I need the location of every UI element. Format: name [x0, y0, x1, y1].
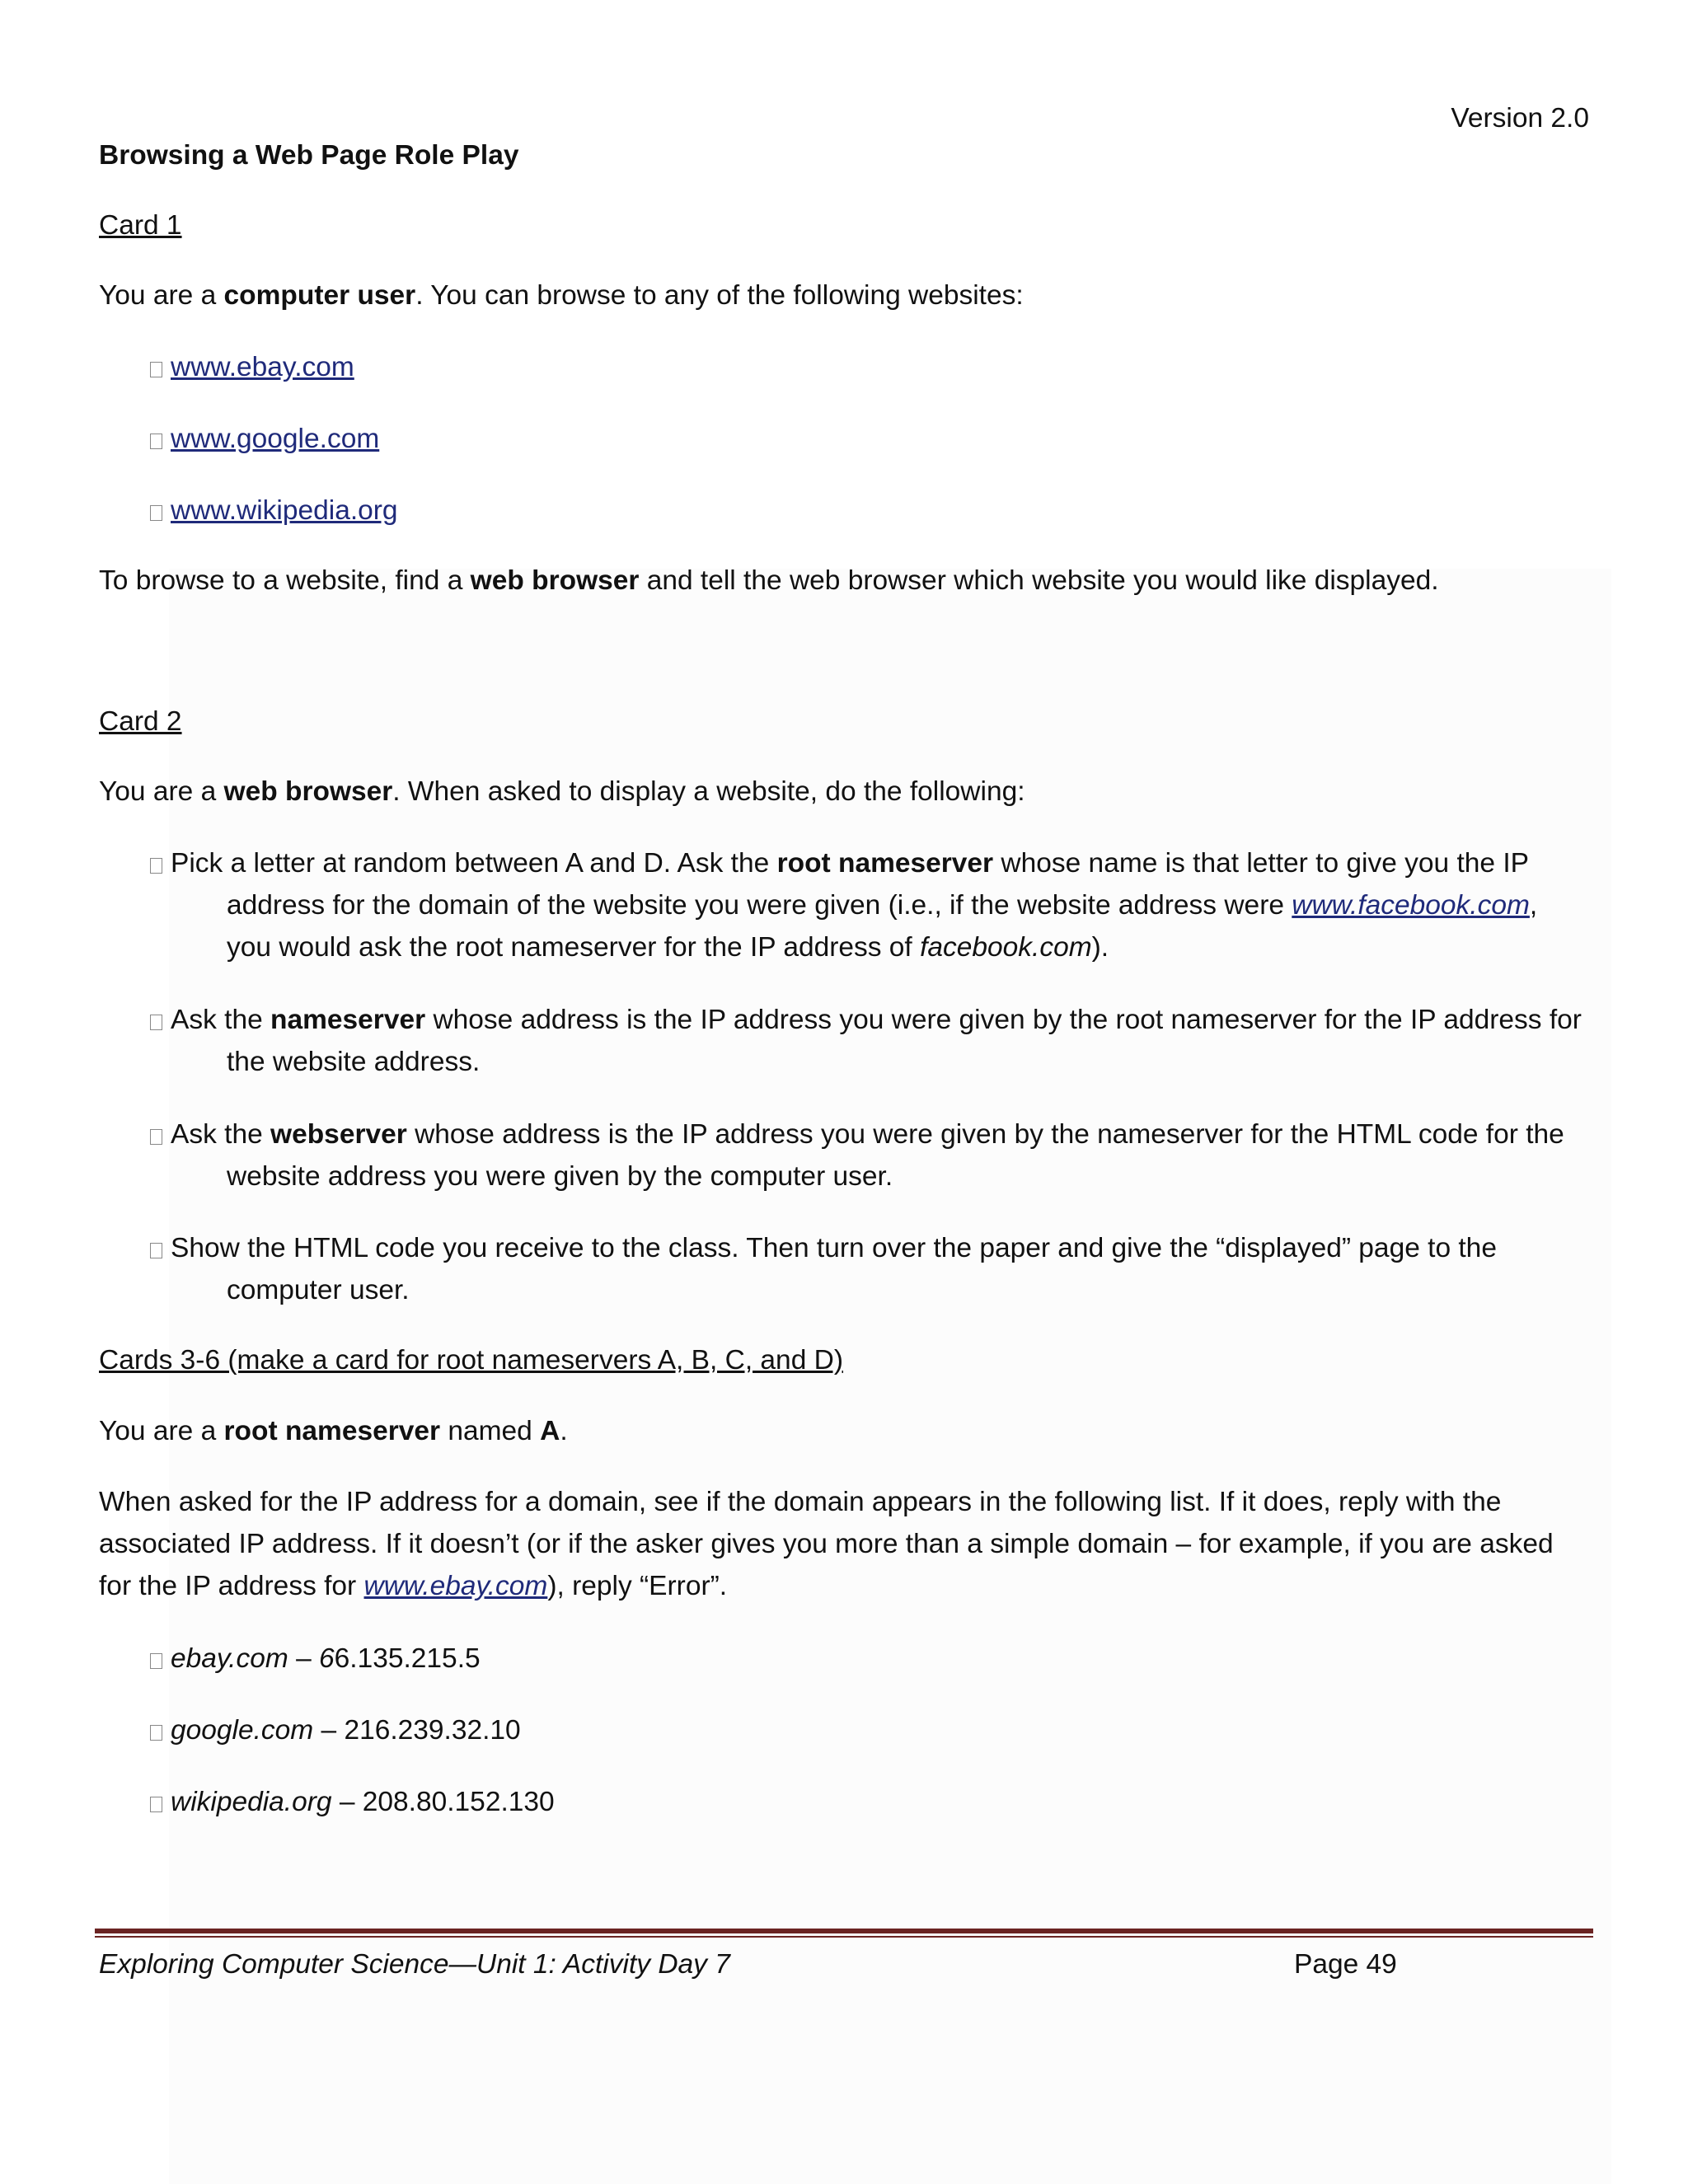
card2-intro-bold: web browser: [223, 776, 393, 807]
step-1-line3-post: ).: [1091, 932, 1109, 963]
para3-post: ), reply “Error”.: [547, 1571, 728, 1601]
step-1-line-1: [150, 842, 1529, 885]
version-label: Version 2.0: [1451, 103, 1589, 134]
step-1-line3-italic: facebook.com: [920, 932, 1092, 963]
step-2-pre: Ask the: [171, 1005, 271, 1035]
step-1-line2-pre: address for the domain of the website you were given (i.e., if the website address were: [227, 890, 1292, 921]
step-4-text: Show the HTML code you receive to the class. Then turn over the paper and give the “displayed” page to the: [171, 1233, 1497, 1263]
footer-page-number: Page 49: [1294, 1949, 1397, 1980]
step-3-post: whose address is the IP address you were given by the nameserver for the HTML code for the: [406, 1119, 1564, 1150]
entry-sep: –: [331, 1787, 363, 1817]
list-item: [150, 346, 354, 389]
step-2-line-2: the website address.: [227, 1047, 481, 1077]
card2-heading: Card 2: [99, 706, 182, 737]
step-4-line-1: [150, 1227, 1497, 1270]
cards3to6-para-line-1: When asked for the IP address for a domain, see if the domain appears in the following list. If it does, reply with the: [99, 1487, 1502, 1517]
card1-outro-bold: web browser: [470, 565, 640, 596]
site-link-google[interactable]: www.google.com: [171, 424, 380, 454]
para3-pre: for the IP address for: [99, 1571, 364, 1601]
card1-outro-post: and tell the web browser which website you would like displayed.: [639, 565, 1439, 596]
list-item: [150, 1781, 555, 1824]
site-link-ebay[interactable]: www.ebay.com: [171, 352, 354, 382]
bullet-box-icon: [150, 1797, 162, 1812]
ebay-link[interactable]: www.ebay.com: [363, 1571, 548, 1601]
bullet-box-icon: [150, 505, 162, 521]
bullet-box-icon: [150, 858, 162, 874]
step-1-post: whose name is that letter to give you the IP: [993, 848, 1529, 879]
entry-sep: –: [288, 1643, 320, 1674]
cards3to6-para-line-2: associated IP address. If it doesn’t (or if the asker gives you more than a simple domain – for example, if you are asked: [99, 1529, 1554, 1559]
page-title: Browsing a Web Page Role Play: [99, 140, 519, 171]
bullet-box-icon: [150, 434, 162, 449]
card2-intro-post: . When asked to display a website, do the following:: [392, 776, 1025, 807]
step-3-bold: webserver: [270, 1119, 407, 1150]
site-link-wikipedia[interactable]: www.wikipedia.org: [171, 495, 398, 526]
step-3-line-2: website address you were given by the computer user.: [227, 1161, 893, 1192]
step-3-line-1: [150, 1113, 1564, 1156]
card1-intro-pre: You are a: [99, 280, 224, 311]
footer-course-title: Exploring Computer Science—Unit 1: Activity Day 7: [99, 1949, 730, 1980]
footer-rule: [95, 1929, 1593, 1933]
step-1-bold: root nameserver: [776, 848, 994, 879]
card1-intro-post: . You can browse to any of the following websites:: [415, 280, 1024, 311]
entry-ip-italic: 6: [319, 1643, 335, 1674]
cards3to6-intro-bold2: A: [540, 1416, 560, 1446]
step-1-line2-post: ,: [1529, 890, 1538, 921]
entry-domain: google.com: [171, 1715, 314, 1746]
list-item: [150, 490, 398, 532]
list-item: [150, 418, 379, 461]
step-2-bold: nameserver: [270, 1005, 426, 1035]
bullet-box-icon: [150, 1725, 162, 1741]
cards3to6-intro-mid: named: [440, 1416, 541, 1446]
card1-outro-pre: To browse to a website, find a: [99, 565, 471, 596]
bullet-box-icon: [150, 1243, 162, 1258]
cards3to6-heading: Cards 3-6 (make a card for root nameservers A, B, C, and D): [99, 1345, 843, 1376]
card2-intro-pre: You are a: [99, 776, 224, 807]
bullet-box-icon: [150, 1015, 162, 1030]
footer-rule-thin: [95, 1936, 1593, 1938]
card1-intro-bold: computer user: [223, 280, 416, 311]
step-1-line3-pre: you would ask the root nameserver for the IP address of: [227, 932, 921, 963]
list-item: [150, 1709, 521, 1752]
facebook-link[interactable]: www.facebook.com: [1292, 890, 1530, 921]
card1-outro: [99, 560, 1439, 602]
cards3to6-intro: [99, 1410, 568, 1453]
step-1-pre: Pick a letter at random between A and D. Ask the: [171, 848, 777, 879]
entry-domain: ebay.com: [171, 1643, 288, 1674]
entry-sep: –: [313, 1715, 345, 1746]
card1-heading: Card 1: [99, 210, 182, 241]
bullet-box-icon: [150, 362, 162, 377]
list-item: [150, 1638, 481, 1680]
bullet-box-icon: [150, 1653, 162, 1669]
entry-domain: wikipedia.org: [171, 1787, 332, 1817]
step-2-post: whose address is the IP address you were given by the root nameserver for the IP address for: [425, 1005, 1582, 1035]
cards3to6-para-line-3: [99, 1565, 727, 1608]
cards3to6-intro-post: .: [560, 1416, 568, 1446]
cards3to6-intro-bold1: root nameserver: [223, 1416, 441, 1446]
step-3-pre: Ask the: [171, 1119, 271, 1150]
entry-ip: 6.135.215.5: [334, 1643, 481, 1674]
card2-intro: [99, 771, 1025, 813]
cards3to6-intro-pre: You are a: [99, 1416, 224, 1446]
step-4-line-2: computer user.: [227, 1275, 410, 1305]
bullet-box-icon: [150, 1129, 162, 1145]
step-2-line-1: [150, 999, 1582, 1042]
step-1-line-3: [227, 926, 1109, 969]
card1-intro: [99, 274, 1024, 317]
entry-ip: 216.239.32.10: [344, 1715, 521, 1746]
entry-ip: 208.80.152.130: [362, 1787, 555, 1817]
step-1-line-2: [227, 884, 1537, 927]
